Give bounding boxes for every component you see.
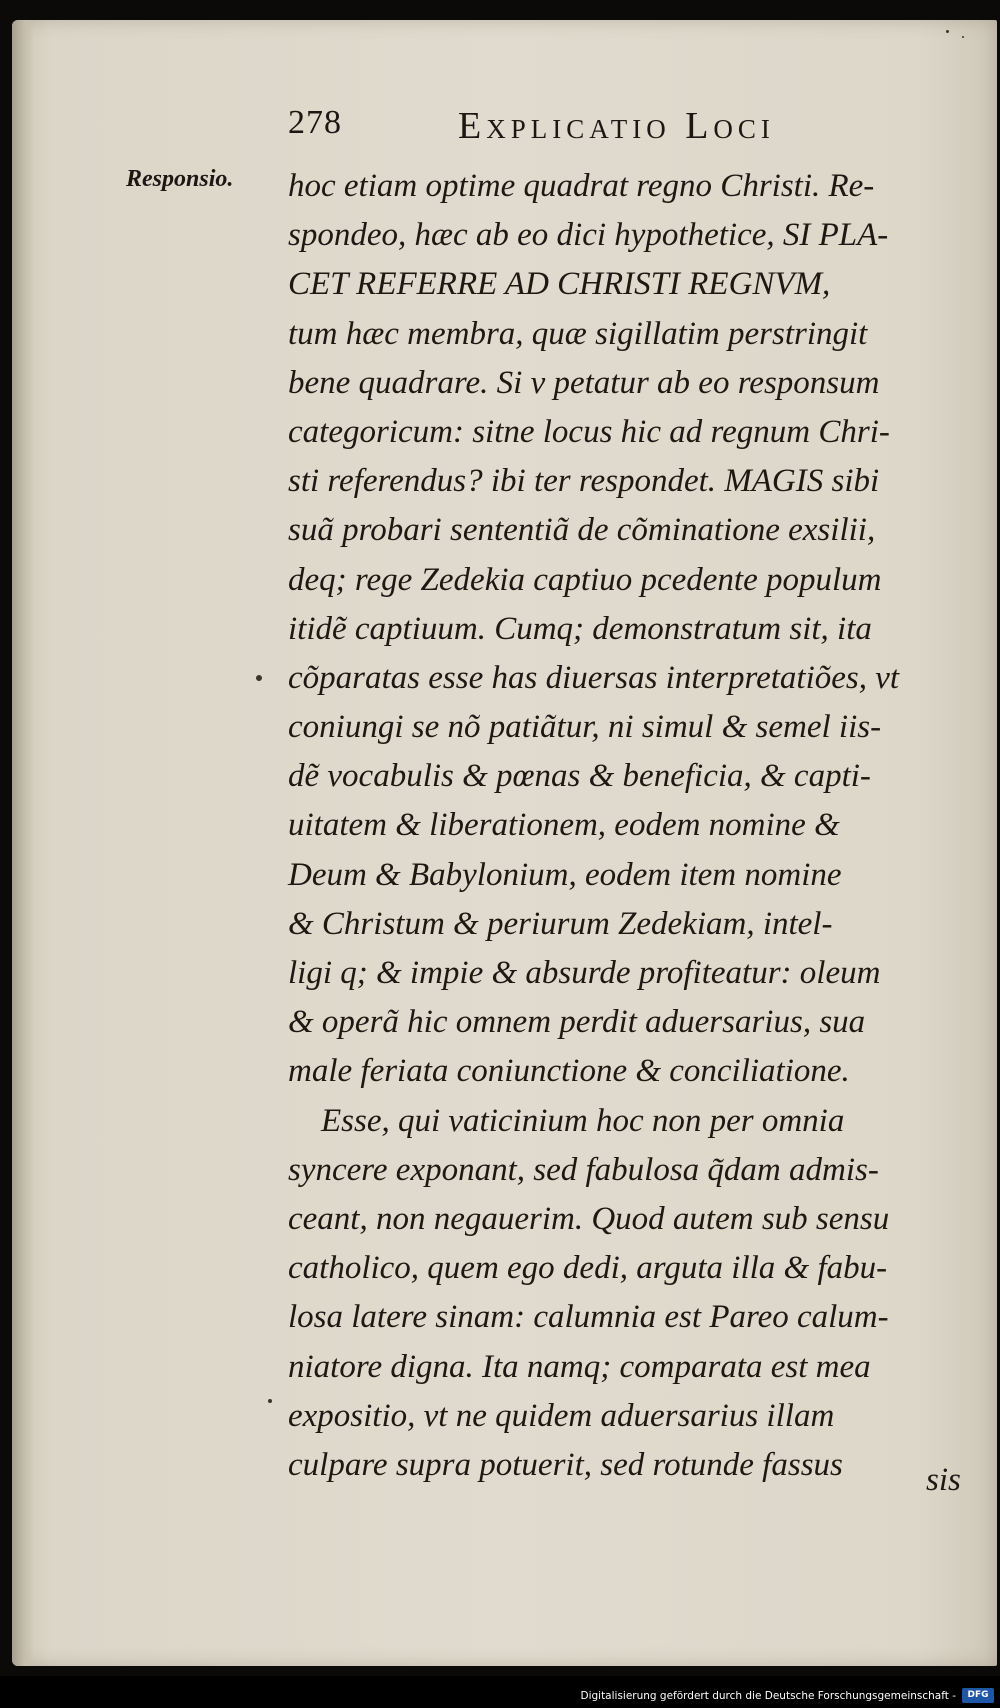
text-line: tum hæc membra, quæ sigillatim perstringit <box>288 315 868 352</box>
text-line: culpare supra potuerit, sed rotunde fassus <box>288 1446 843 1483</box>
text-line: losa latere sinam: calumnia est Pareo calum- <box>288 1299 889 1336</box>
text-line: spondeo, hæc ab eo dici hypothetice, SI PLA- <box>288 217 889 254</box>
digitization-credit: Digitalisierung gefördert durch die Deutsche Forschungsgemeinschaft - <box>580 1690 956 1702</box>
page-binding-edge <box>12 20 34 1666</box>
text-line: cõparatas esse has diuersas interpretatiões, vt <box>288 659 900 696</box>
text-line: suã probari sententiã de cõminatione exsilii, <box>288 512 876 549</box>
text-line: niatore digna. Ita namq; comparata est mea <box>288 1348 871 1385</box>
header-title: Explicatio Loci <box>458 105 775 147</box>
text-line: itidẽ captiuum. Cumq; demonstratum sit, ita <box>288 610 872 647</box>
page-number: 278 <box>288 104 342 141</box>
ink-speck <box>946 30 949 33</box>
text-line: categoricum: sitne locus hic ad regnum Chri- <box>288 413 890 450</box>
text-line: catholico, quem ego dedi, arguta illa & fabu- <box>288 1250 888 1287</box>
text-line: CET REFERRE AD CHRISTI REGNVM, <box>288 266 831 303</box>
ink-speck <box>256 675 262 681</box>
ink-speck <box>962 36 964 38</box>
body-text <box>288 162 960 1490</box>
text-line: uitatem & liberationem, eodem nomine & <box>288 807 840 844</box>
text-line: expositio, vt ne quidem aduersarius illam <box>288 1397 835 1434</box>
text-line: ligi q; & impie & absurde profiteatur: oleum <box>288 955 881 991</box>
text-line: coniungi se nõ patiãtur, ni simul & semel iis- <box>288 709 882 746</box>
ink-speck <box>268 1399 272 1403</box>
text-line: male feriata coniunctione & conciliatione. <box>288 1053 850 1090</box>
text-line: ceant, non negauerim. Quod autem sub sensu <box>288 1200 890 1237</box>
text-line: & operã hic omnem perdit aduersarius, sua <box>288 1004 866 1041</box>
text-line: & Christum & periurum Zedekiam, intel- <box>288 905 833 942</box>
catchword: sis <box>926 1462 961 1498</box>
text-line: Esse, qui vaticinium hoc non per omnia <box>288 1102 845 1139</box>
running-head <box>288 104 908 154</box>
text-line: deq; rege Zedekia captiuo pcedente populum <box>288 561 882 598</box>
dfg-logo: DFG <box>962 1688 994 1703</box>
text-line: bene quadrare. Si v petatur ab eo responsum <box>288 364 880 401</box>
margin-note: Responsio. <box>126 166 234 192</box>
text-line: syncere exponant, sed fabulosa q̃dam admis- <box>288 1151 879 1188</box>
text-line: Deum & Babylonium, eodem item nomine <box>288 856 842 893</box>
text-line: hoc etiam optime quadrat regno Christi. Re- <box>288 168 875 204</box>
text-line: sti referendus? ibi ter respondet. MAGIS sibi <box>288 463 880 500</box>
text-line: dẽ vocabulis & pœnas & beneficia, & capti- <box>288 758 871 795</box>
